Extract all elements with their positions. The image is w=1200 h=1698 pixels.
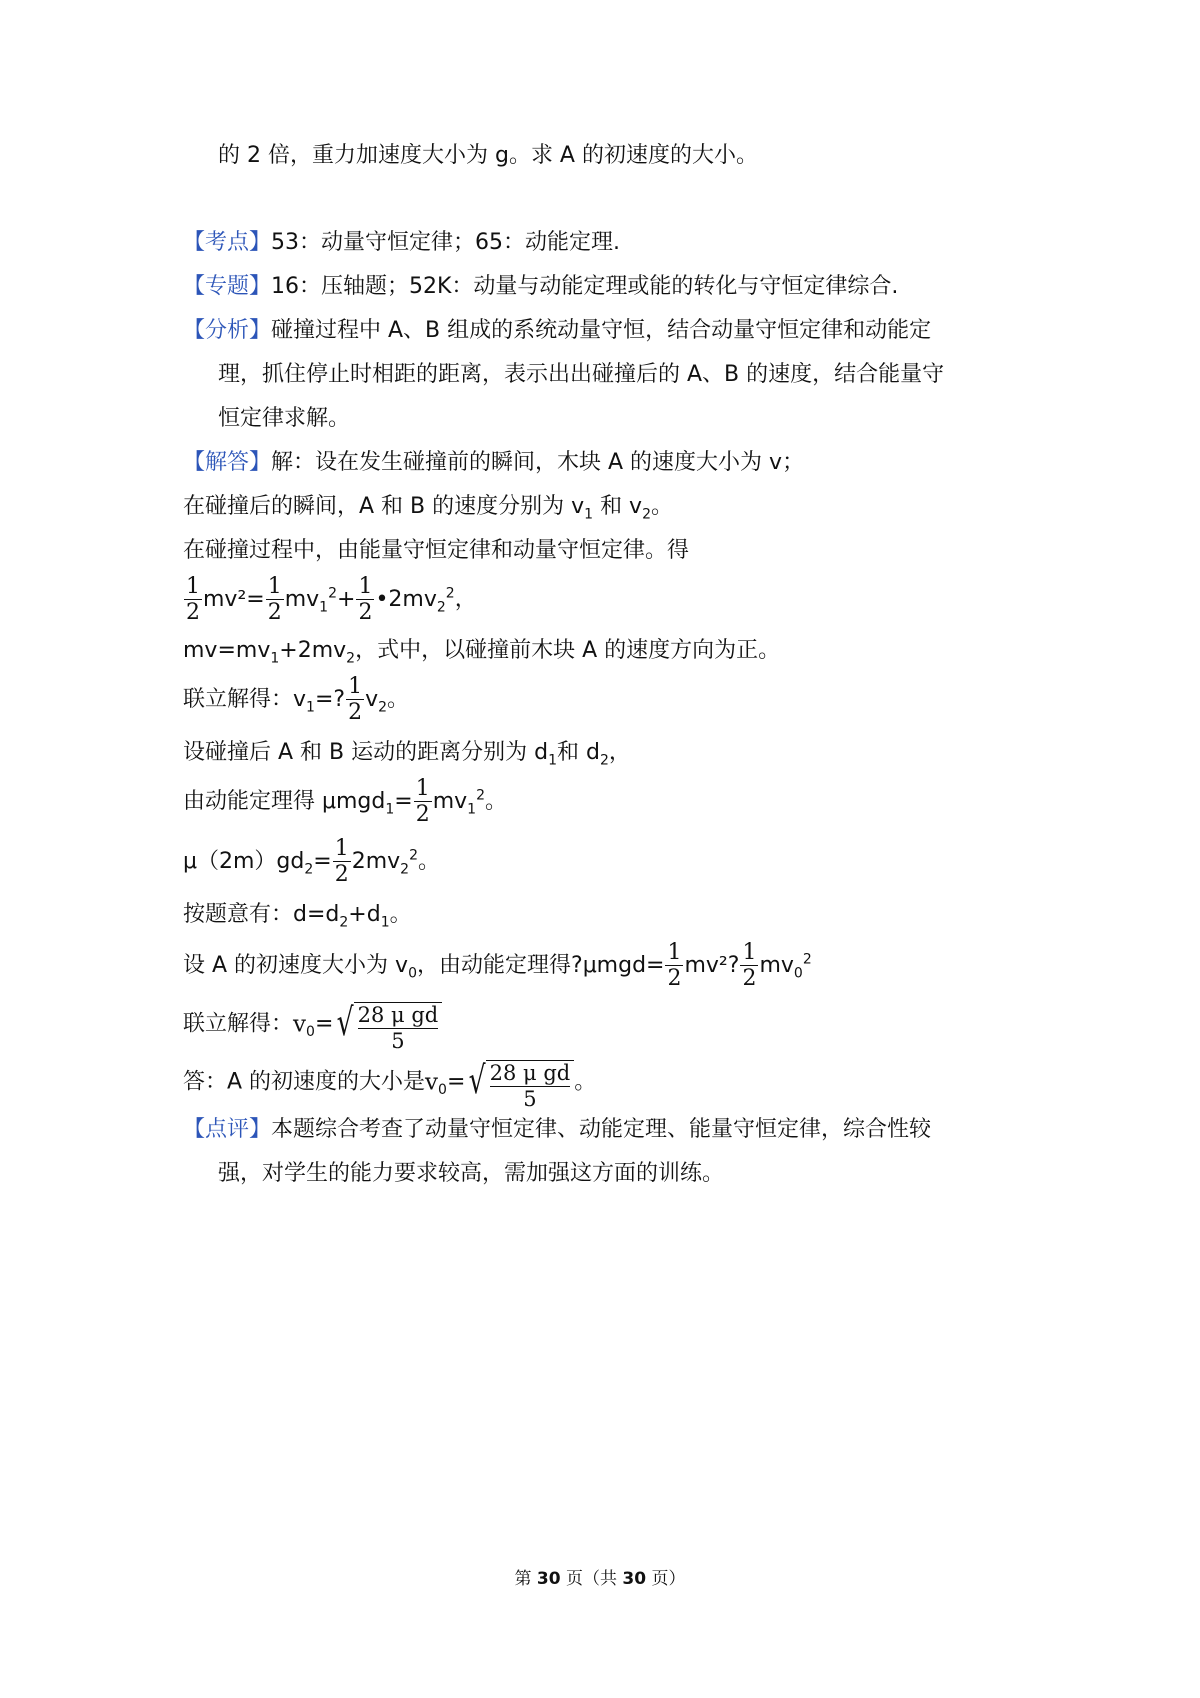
equals: =	[446, 1069, 466, 1095]
text: 按题意有：d=d	[183, 902, 340, 927]
sqrt-denominator: 5	[523, 1087, 537, 1111]
text: mv²=	[203, 587, 265, 612]
text: 。	[387, 687, 410, 712]
text: mv	[759, 953, 794, 978]
dianping-line-2: 强，对学生的能力要求较高，需加强这方面的训练。	[218, 1161, 725, 1186]
dianping-line-1	[183, 1115, 931, 1145]
subscript: 2	[304, 861, 314, 878]
zhuanti-text: 16：压轴题；52K：动量与动能定理或能的转化与守恒定律综合.	[271, 274, 899, 299]
text: 和 d	[557, 740, 600, 765]
v-symbol: v	[293, 1011, 307, 1038]
fraction-half	[414, 778, 432, 826]
text: 2mv	[351, 849, 401, 874]
jieda-line-3: 在碰撞过程中，由能量守恒定律和动量守恒定律。得	[183, 538, 690, 563]
sqrt-numerator: 28 μ gd	[489, 1061, 571, 1085]
solve-v1	[183, 676, 409, 724]
numerator: 1	[742, 940, 757, 965]
radical-sign-icon: √	[469, 1058, 486, 1102]
text: ，	[608, 740, 631, 765]
text: 。	[651, 494, 674, 519]
numerator: 1	[358, 574, 373, 599]
radical-sign-icon: √	[337, 1000, 354, 1044]
superscript: 2	[409, 847, 419, 864]
zhuanti-tag: 【专题】	[183, 274, 272, 299]
page-number: 30	[536, 1569, 561, 1589]
missing-glyph: ?	[727, 953, 740, 978]
superscript: 2	[476, 787, 486, 804]
sqrt-expression	[333, 996, 442, 1053]
kinetic-b	[183, 838, 440, 886]
superscript: 2	[445, 585, 455, 602]
footer-text: 页）	[646, 1569, 686, 1589]
kaodian-line	[183, 228, 620, 258]
subscript: 0	[793, 965, 803, 982]
subscript: 0	[408, 965, 417, 982]
text: =	[394, 789, 413, 814]
numerator: 1	[667, 940, 682, 965]
subscript: 1	[270, 650, 280, 667]
text: μ（2m）gd	[183, 849, 305, 874]
jieda-text-1: 解：设在发生碰撞前的瞬间，木块 A 的速度大小为 v；	[271, 450, 805, 475]
numerator: 1	[186, 574, 200, 599]
text: mv²	[684, 953, 728, 978]
kaodian-tag: 【考点】	[183, 230, 272, 255]
question-tail: 的 2 倍，重力加速度大小为 g。求 A 的初速度的大小。	[218, 143, 758, 168]
text: 答：A 的初速度的大小是	[183, 1069, 426, 1095]
numerator: 1	[348, 674, 363, 699]
subscript: 2	[346, 650, 356, 667]
equals: =	[314, 1011, 334, 1037]
subscript: 1	[385, 801, 395, 818]
fraction-half	[333, 838, 351, 886]
subscript: 1	[306, 699, 315, 716]
missing-glyph: ?	[571, 953, 583, 978]
fenxi-tag: 【分析】	[183, 318, 272, 343]
fenxi-line-2: 理，抓住停止时相距的距离，表示出出碰撞后的 A、B 的速度，结合能量守	[218, 362, 945, 387]
text: 设 A 的初速度大小为 v	[183, 953, 409, 978]
distance-sum	[183, 900, 412, 937]
numerator: 1	[334, 836, 349, 861]
footer-text: 第	[514, 1569, 537, 1589]
initial-speed-line	[183, 942, 812, 990]
fenxi-line-3: 恒定律求解。	[218, 406, 351, 431]
text: 设碰撞后 A 和 B 运动的距离分别为 d	[183, 740, 549, 765]
text: 联立解得：	[183, 1011, 294, 1037]
missing-glyph: ?	[333, 687, 346, 712]
v-symbol: v	[425, 1069, 439, 1096]
footer-text: 页（共	[560, 1569, 623, 1589]
text: mv=mv	[183, 638, 271, 663]
fenxi-text-1: 碰撞过程中 A、B 组成的系统动量守恒，结合动量守恒定律和动能定	[271, 318, 932, 343]
text: =	[314, 687, 334, 712]
text: =	[313, 849, 332, 874]
subscript: 1	[548, 752, 557, 769]
kaodian-text: 53：动量守恒定律；65：动能定理.	[271, 230, 620, 255]
kinetic-a	[183, 778, 507, 826]
subscript: 0	[306, 1023, 315, 1040]
superscript: 2	[328, 585, 337, 602]
sqrt-expression	[465, 1054, 574, 1111]
jieda-tag: 【解答】	[183, 450, 272, 475]
subscript: 0	[438, 1081, 447, 1098]
text: 和 v	[600, 494, 643, 519]
denominator: 2	[348, 700, 363, 725]
text: 。	[418, 849, 441, 874]
text: +d	[348, 902, 381, 927]
denominator: 2	[334, 862, 349, 887]
text: ，由动能定理得	[416, 953, 571, 978]
energy-equation	[183, 576, 477, 624]
text: 。	[389, 902, 412, 927]
denominator: 2	[415, 802, 430, 827]
denominator: 2	[742, 966, 757, 991]
subscript: 2	[436, 599, 446, 616]
jieda-line-2	[183, 492, 673, 529]
fraction-half	[184, 576, 202, 624]
fenxi-line-1	[183, 316, 931, 346]
sqrt-denominator: 5	[391, 1029, 405, 1053]
dianping-tag: 【点评】	[183, 1117, 272, 1142]
text: 由动能定理得 μmgd	[183, 789, 386, 814]
text: 在碰撞后的瞬间，A 和 B 的速度分别为 v	[183, 494, 585, 519]
fraction-half	[266, 576, 284, 624]
page-footer	[0, 1564, 1200, 1589]
text: •2mv	[375, 587, 437, 612]
numerator: 1	[267, 574, 282, 599]
subscript: 2	[642, 506, 651, 523]
subscript: 2	[599, 752, 609, 769]
fraction-half	[356, 576, 374, 624]
answer-line	[183, 1054, 596, 1111]
fraction-half	[665, 942, 683, 990]
subscript: 1	[467, 801, 477, 818]
fraction-half	[740, 942, 758, 990]
zhuanti-line	[183, 272, 898, 302]
text: 联立解得：v	[183, 687, 307, 712]
distances-line	[183, 738, 631, 775]
denominator: 2	[667, 966, 682, 991]
text: v	[365, 687, 379, 712]
subscript: 2	[339, 914, 349, 931]
text: mv	[432, 789, 468, 814]
text: 。	[485, 789, 508, 814]
text: μmgd=	[582, 953, 665, 978]
subscript: 2	[400, 861, 410, 878]
sqrt-fraction	[486, 1060, 575, 1111]
text: ，	[454, 587, 477, 612]
denominator: 2	[267, 600, 282, 625]
text: +2mv	[279, 638, 347, 663]
denominator: 2	[358, 600, 373, 625]
superscript: 2	[802, 951, 812, 968]
subscript: 2	[378, 699, 388, 716]
numerator: 1	[415, 776, 430, 801]
dianping-text-1: 本题综合考查了动量守恒定律、动能定理、能量守恒定律，综合性较	[271, 1117, 932, 1142]
sqrt-numerator: 28 μ gd	[357, 1003, 439, 1027]
denominator: 2	[186, 600, 200, 625]
text: 。	[574, 1069, 597, 1095]
total-pages: 30	[622, 1569, 647, 1589]
text: +	[337, 587, 356, 612]
solve-v0	[183, 996, 442, 1053]
text: ，式中，以碰撞前木块 A 的速度方向为正。	[355, 638, 781, 663]
subscript: 1	[319, 599, 329, 616]
subscript: 1	[584, 506, 594, 523]
sqrt-fraction	[354, 1002, 443, 1053]
fraction-half	[346, 676, 364, 724]
jieda-line-1	[183, 448, 804, 478]
text: mv	[284, 587, 320, 612]
subscript: 1	[380, 914, 390, 931]
momentum-equation	[183, 636, 780, 673]
